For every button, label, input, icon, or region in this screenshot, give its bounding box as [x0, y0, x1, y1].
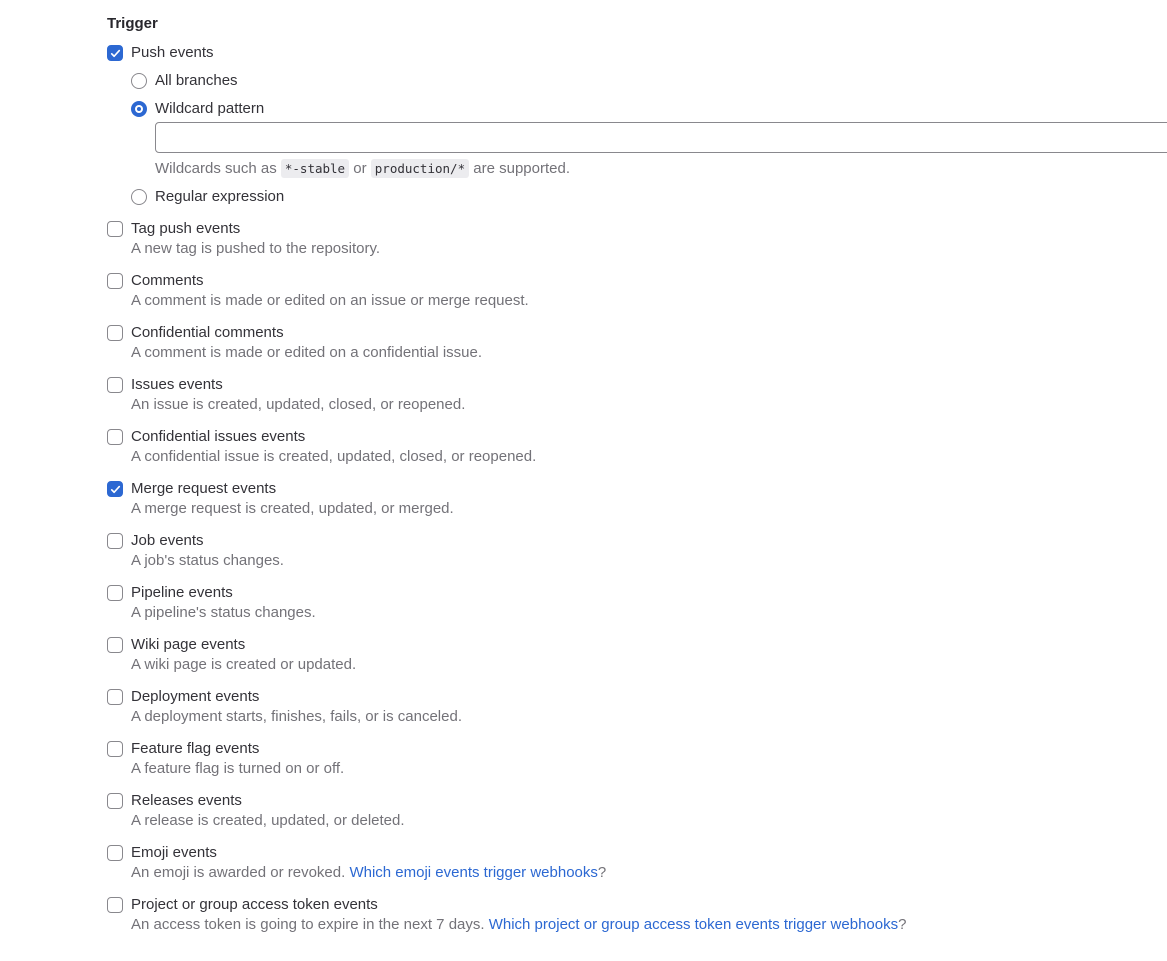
trigger-item-pipeline — [107, 583, 1167, 623]
trigger-item-description: A pipeline's status changes. — [131, 604, 316, 621]
description-suffix: ? — [898, 916, 907, 933]
description-text: An emoji is awarded or revoked. — [131, 864, 350, 881]
trigger-item-description — [131, 863, 1167, 883]
check-icon — [110, 484, 121, 495]
trigger-item-description — [131, 915, 1167, 935]
description-suffix: ? — [597, 864, 607, 881]
trigger-item-label[interactable]: Tag push events — [131, 220, 241, 237]
trigger-item-emoji — [107, 843, 1167, 883]
push-events-label[interactable]: Push events — [131, 44, 214, 61]
trigger-item-label[interactable]: Merge request events — [131, 480, 277, 497]
wildcard-pattern-label[interactable]: Wildcard pattern — [155, 100, 265, 117]
trigger-item-description: A comment is made or edited on an issue or merge request. — [131, 292, 529, 309]
wildcard-input-wrap — [155, 122, 1167, 153]
trigger-item-job — [107, 531, 1167, 571]
job-events-checkbox[interactable] — [107, 533, 123, 549]
trigger-item-label[interactable]: Comments — [131, 272, 204, 289]
comments-checkbox[interactable] — [107, 273, 123, 289]
trigger-item-label[interactable]: Wiki page events — [131, 636, 246, 653]
help-suffix: are supported. — [469, 160, 570, 177]
radio-dot — [137, 107, 141, 111]
push-events-checkbox[interactable] — [107, 45, 123, 61]
check-icon — [110, 48, 121, 59]
trigger-item-wiki-page — [107, 635, 1167, 675]
trigger-section-title: Trigger — [107, 15, 158, 32]
trigger-item-issues — [107, 375, 1167, 415]
pipeline-events-checkbox[interactable] — [107, 585, 123, 601]
trigger-item-description: A new tag is pushed to the repository. — [131, 240, 381, 257]
wildcard-example-1: *-stable — [281, 159, 349, 178]
regular-expression-option — [131, 187, 1167, 207]
trigger-item-description: A comment is made or edited on a confidential issue. — [131, 344, 483, 361]
push-events-options — [131, 71, 1167, 207]
feature-flag-checkbox[interactable] — [107, 741, 123, 757]
trigger-item-label[interactable]: Releases events — [131, 792, 242, 809]
trigger-item-label[interactable]: Pipeline events — [131, 584, 233, 601]
trigger-item-label[interactable]: Job events — [131, 532, 204, 549]
trigger-item-label[interactable]: Project or group access token events — [131, 896, 378, 913]
wildcard-example-2: production/* — [371, 159, 469, 178]
help-prefix: Wildcards such as — [155, 160, 281, 177]
trigger-item-description: An issue is created, updated, closed, or reopened. — [131, 396, 466, 413]
trigger-item-deployment — [107, 687, 1167, 727]
trigger-item-confidential-comments — [107, 323, 1167, 363]
radio-ring — [135, 105, 143, 113]
confidential-issues-checkbox[interactable] — [107, 429, 123, 445]
confidential-comments-checkbox[interactable] — [107, 325, 123, 341]
wiki-page-checkbox[interactable] — [107, 637, 123, 653]
trigger-item-merge-request — [107, 479, 1167, 519]
trigger-item-confidential-issues — [107, 427, 1167, 467]
trigger-item-description: A release is created, updated, or deleted. — [131, 812, 405, 829]
trigger-item-description: A merge request is created, updated, or merged. — [131, 500, 454, 517]
trigger-item-description: A job's status changes. — [131, 552, 284, 569]
emoji-events-checkbox[interactable] — [107, 845, 123, 861]
deployment-checkbox[interactable] — [107, 689, 123, 705]
wildcard-pattern-option — [131, 99, 1167, 119]
access-token-checkbox[interactable] — [107, 897, 123, 913]
trigger-item-label[interactable]: Emoji events — [131, 844, 217, 861]
all-branches-option — [131, 71, 1167, 91]
tag-push-checkbox[interactable] — [107, 221, 123, 237]
description-text: An access token is going to expire in the next 7 days. — [131, 916, 489, 933]
trigger-item-comments — [107, 271, 1167, 311]
merge-request-checkbox[interactable] — [107, 481, 123, 497]
trigger-item-label[interactable]: Deployment events — [131, 688, 260, 705]
trigger-item-description: A confidential issue is created, updated, closed, or reopened. — [131, 448, 537, 465]
trigger-item-access-token — [107, 895, 1167, 935]
trigger-item-label[interactable]: Confidential comments — [131, 324, 284, 341]
wildcard-help-text — [155, 159, 1167, 179]
access-token-webhooks-link[interactable]: Which project or group access token events trigger webhooks — [488, 916, 899, 933]
trigger-item-feature-flag — [107, 739, 1167, 779]
all-branches-radio[interactable] — [131, 73, 147, 89]
wildcard-pattern-radio[interactable] — [131, 101, 147, 117]
push-events-row — [107, 43, 1167, 63]
emoji-events-webhooks-link[interactable]: Which emoji events trigger webhooks — [349, 864, 598, 881]
regular-expression-radio[interactable] — [131, 189, 147, 205]
trigger-item-description: A wiki page is created or updated. — [131, 656, 357, 673]
trigger-item-releases — [107, 791, 1167, 831]
trigger-item-description: A feature flag is turned on or off. — [131, 760, 345, 777]
wildcard-pattern-input[interactable] — [155, 122, 1167, 153]
releases-checkbox[interactable] — [107, 793, 123, 809]
all-branches-label[interactable]: All branches — [155, 72, 238, 89]
trigger-item-description: A deployment starts, finishes, fails, or is canceled. — [131, 708, 462, 725]
trigger-item-label[interactable]: Feature flag events — [131, 740, 260, 757]
issues-checkbox[interactable] — [107, 377, 123, 393]
trigger-item-label[interactable]: Confidential issues events — [131, 428, 306, 445]
help-middle: or — [349, 160, 371, 177]
trigger-item-tag-push — [107, 219, 1167, 259]
trigger-items-list — [107, 219, 1167, 935]
regular-expression-label[interactable]: Regular expression — [155, 188, 285, 205]
trigger-item-label[interactable]: Issues events — [131, 376, 223, 393]
